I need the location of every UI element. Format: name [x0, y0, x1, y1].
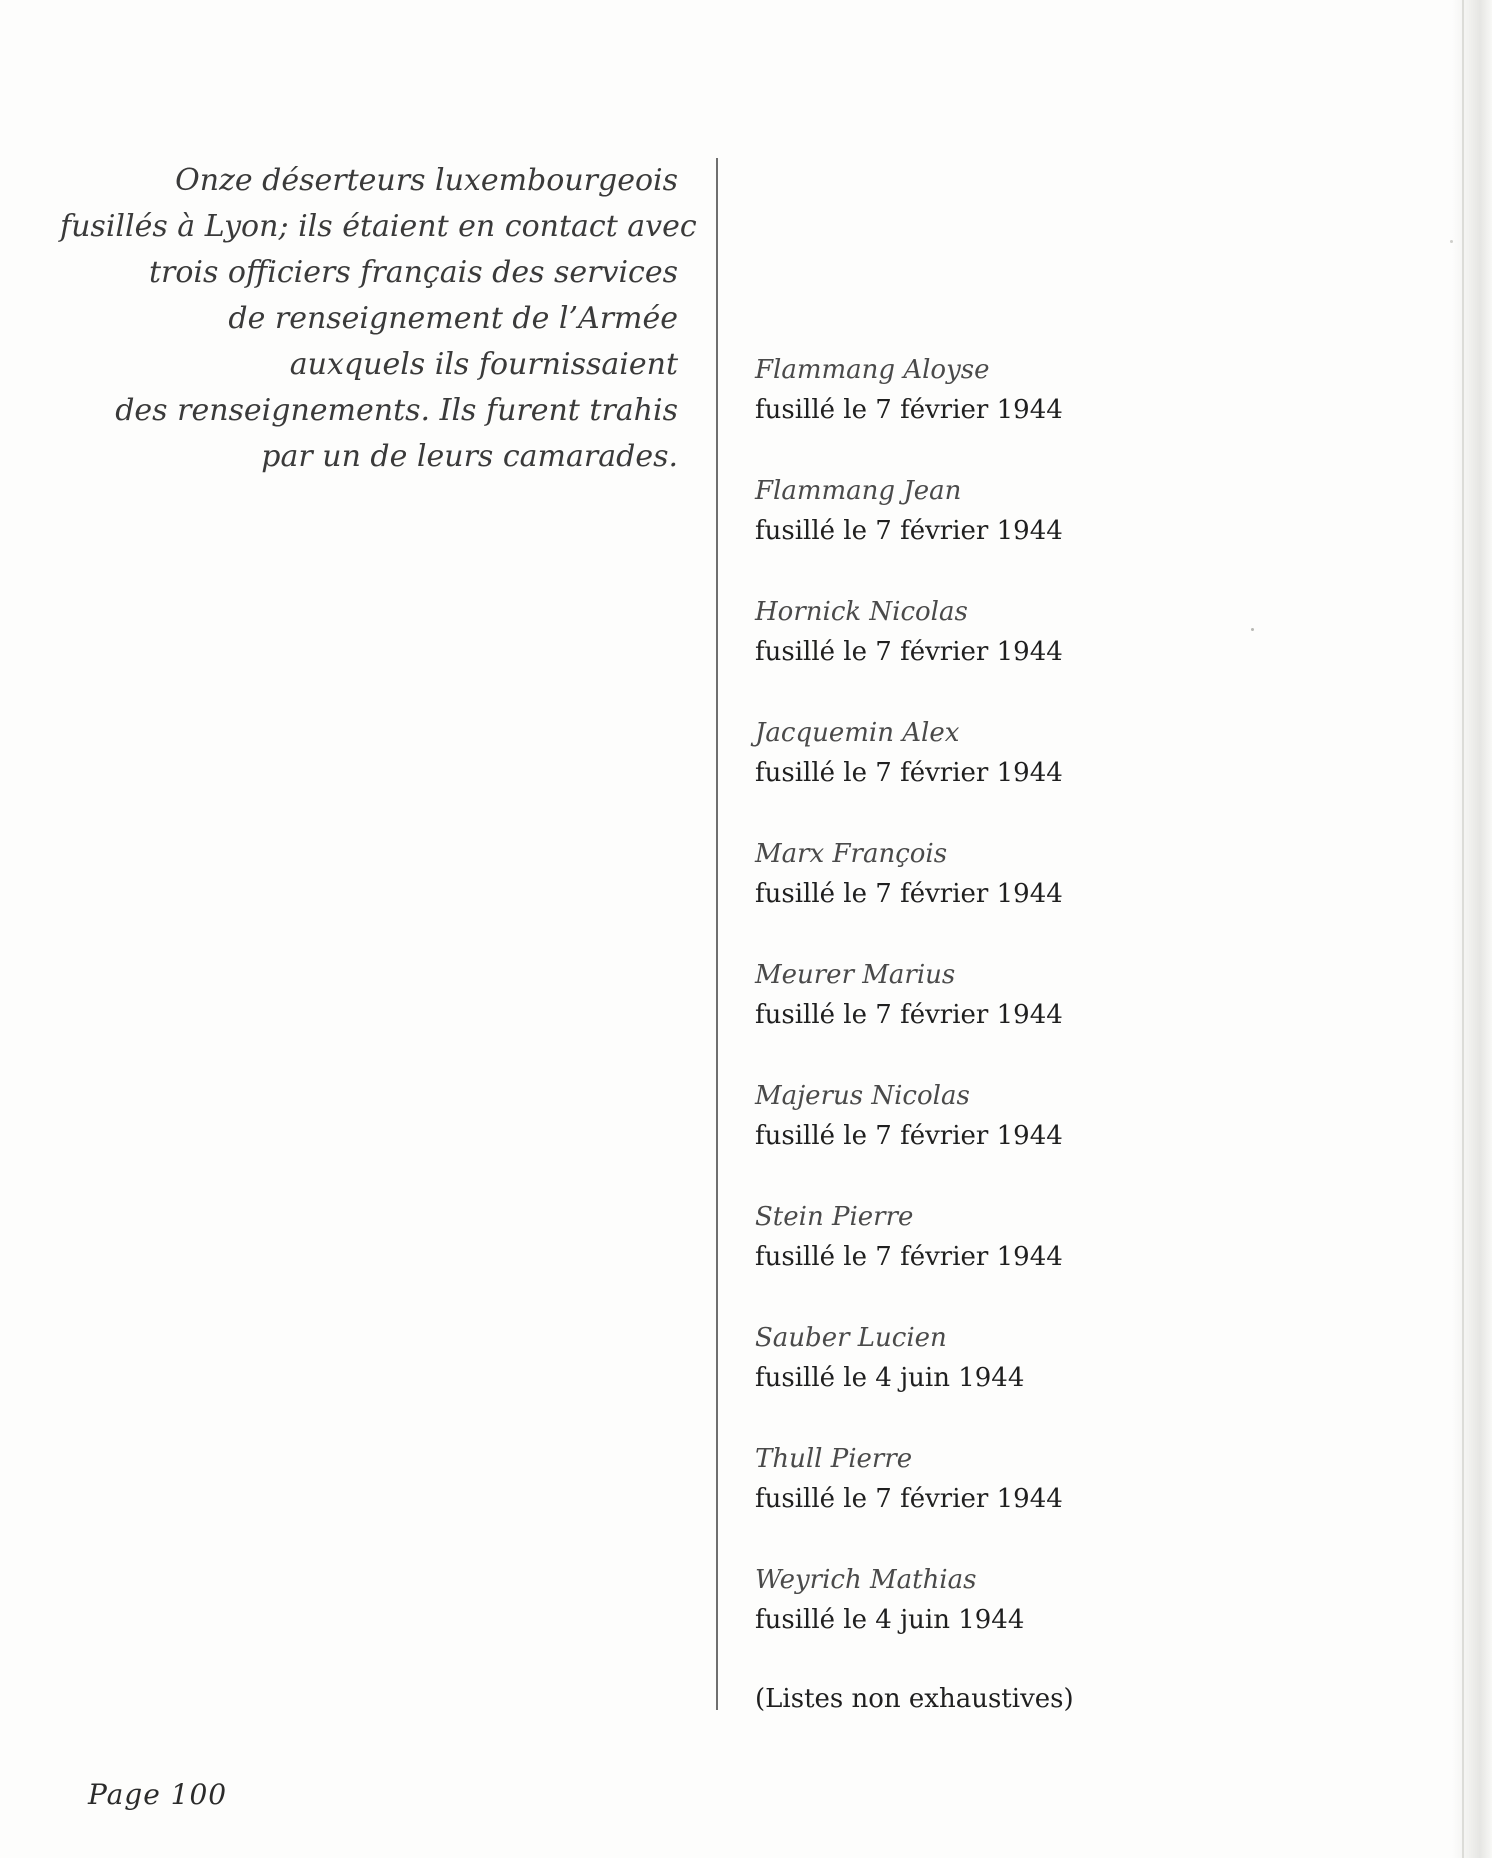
victims-list: [755, 350, 1355, 1681]
list-item: [755, 350, 1355, 471]
paper-speck: [1450, 240, 1453, 243]
intro-line: Onze déserteurs luxembourgeois: [175, 163, 678, 198]
entry-date: fusillé le 7 février 1944: [755, 1121, 1063, 1151]
page-edge-shadow: [1452, 0, 1492, 1858]
entry-name: Hornick Nicolas: [755, 597, 968, 627]
entry-name: Sauber Lucien: [755, 1323, 947, 1353]
footnote: (Listes non exhaustives): [755, 1684, 1074, 1714]
entry-date: fusillé le 7 février 1944: [755, 1242, 1063, 1272]
entry-name: Majerus Nicolas: [755, 1081, 970, 1111]
list-item: [755, 1560, 1355, 1681]
entry-date: fusillé le 4 juin 1944: [755, 1363, 1025, 1393]
entry-date: fusillé le 4 juin 1944: [755, 1605, 1025, 1635]
entry-name: Marx François: [755, 839, 948, 869]
list-item: [755, 713, 1355, 834]
list-item: [755, 592, 1355, 713]
list-item: [755, 1197, 1355, 1318]
intro-line: de renseignement de l’Armée: [228, 301, 678, 336]
intro-paragraph: [60, 158, 697, 480]
paper-speck: [1251, 628, 1254, 631]
entry-date: fusillé le 7 février 1944: [755, 637, 1063, 667]
entry-date: fusillé le 7 février 1944: [755, 1484, 1063, 1514]
entry-date: fusillé le 7 février 1944: [755, 879, 1063, 909]
page-edge-line: [1462, 0, 1464, 1858]
page-number: Page 100: [88, 1778, 228, 1811]
list-item: [755, 834, 1355, 955]
intro-line: fusillés à Lyon; ils étaient en contact avec: [60, 209, 697, 244]
list-item: [755, 1318, 1355, 1439]
entry-date: fusillé le 7 février 1944: [755, 758, 1063, 788]
list-item: [755, 471, 1355, 592]
entry-name: Stein Pierre: [755, 1202, 914, 1232]
entry-date: fusillé le 7 février 1944: [755, 395, 1063, 425]
entry-name: Flammang Jean: [755, 476, 962, 506]
column-divider: [716, 158, 718, 1710]
list-item: [755, 1439, 1355, 1560]
intro-line: par un de leurs camarades.: [261, 439, 678, 474]
intro-line: trois officiers français des services: [148, 255, 678, 290]
intro-line: auxquels ils fournissaient: [289, 347, 678, 382]
entry-date: fusillé le 7 février 1944: [755, 1000, 1063, 1030]
entry-name: Flammang Aloyse: [755, 355, 990, 385]
list-item: [755, 1076, 1355, 1197]
entry-date: fusillé le 7 février 1944: [755, 516, 1063, 546]
entry-name: Thull Pierre: [755, 1444, 913, 1474]
list-item: [755, 955, 1355, 1076]
entry-name: Weyrich Mathias: [755, 1565, 977, 1595]
entry-name: Jacquemin Alex: [755, 718, 960, 748]
entry-name: Meurer Marius: [755, 960, 956, 990]
intro-line: des renseignements. Ils furent trahis: [115, 393, 678, 428]
